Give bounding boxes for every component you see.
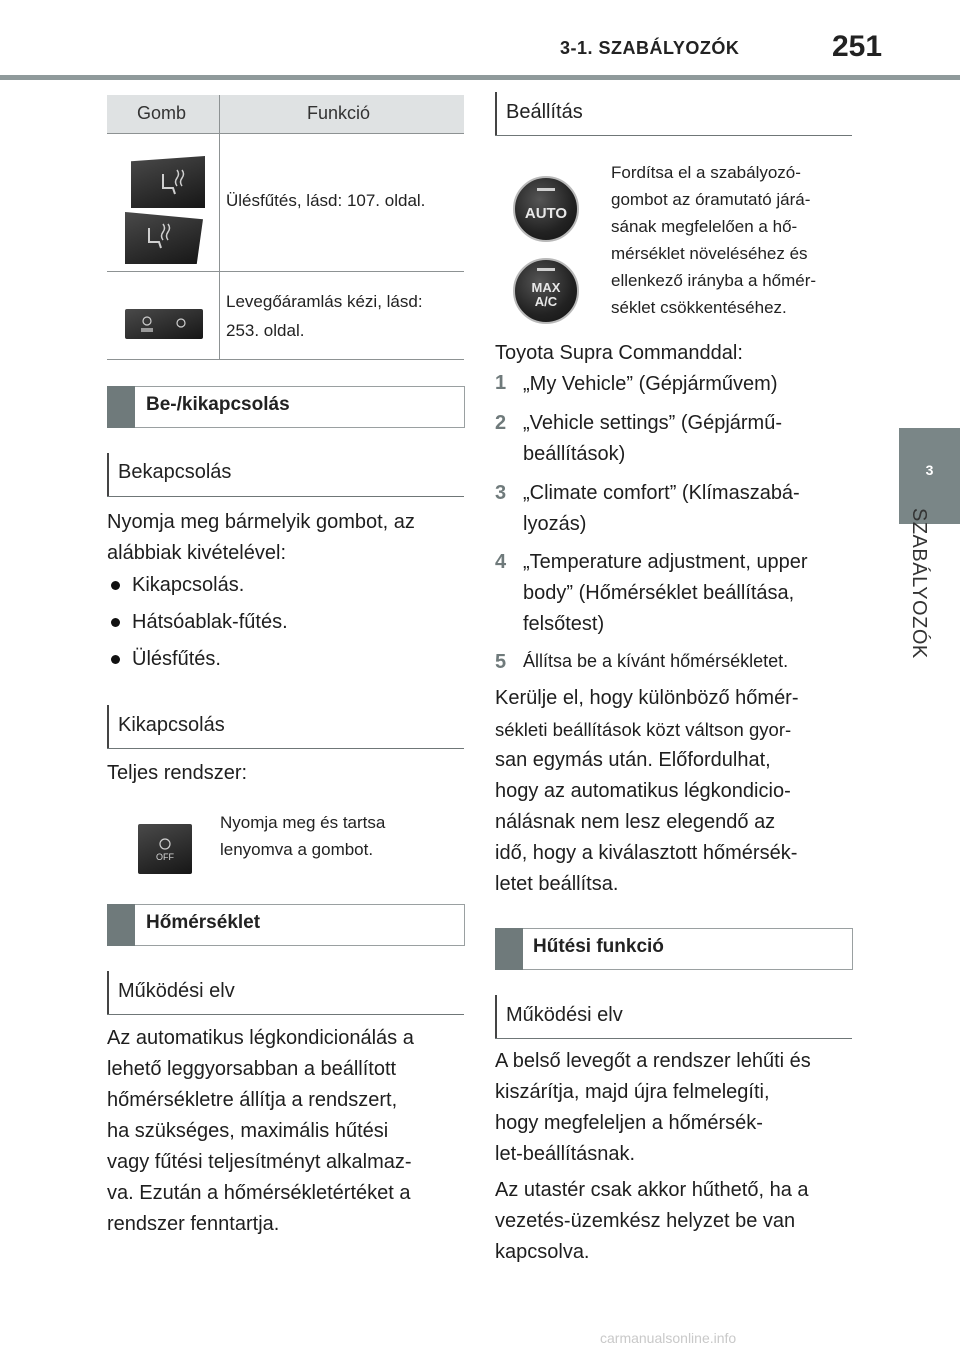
subsection-marker <box>107 705 109 749</box>
max-label: MAX <box>531 280 561 295</box>
table-cell-text: Levegőáramlás kézi, lásd: <box>226 292 423 311</box>
note-line: Nyomja meg és tartsa <box>220 813 386 832</box>
chapter-number: 3 <box>925 462 934 478</box>
subsection-rule <box>107 496 464 497</box>
list-item: Hátsóablak-fűtés. <box>132 611 288 633</box>
list-item: Kikapcsolás. <box>132 574 245 596</box>
paragraph-line: Kerülje el, hogy különböző hőmér- <box>495 687 799 709</box>
note-line: Fordítsa el a szabályozó- <box>611 163 801 182</box>
paragraph-line: alábbiak kivételével: <box>107 542 286 564</box>
airflow-button-image <box>125 309 203 339</box>
paragraph-line: let-beállításnak. <box>495 1143 636 1165</box>
note-line: mérséklet növeléséhez és <box>611 244 808 263</box>
subsection-marker <box>495 92 497 136</box>
list-item: Ülésfűtés. <box>132 648 221 670</box>
page-number: 251 <box>832 30 883 63</box>
note-line: séklet csökkentéséhez. <box>611 298 787 317</box>
table-row <box>125 156 205 264</box>
step-text: body” (Hőmérséklet beállítása, <box>523 582 795 604</box>
paragraph-line: idő, hogy a kiválasztott hőmérsék- <box>495 842 798 864</box>
watermark: carmanualsonline.info <box>600 1330 737 1346</box>
section-marker <box>107 386 135 428</box>
step-number: 4 <box>495 551 507 573</box>
section-marker <box>495 928 523 970</box>
paragraph-line: Nyomja meg bármelyik gombot, az <box>107 511 415 533</box>
off-label: OFF <box>156 852 174 862</box>
seat-heating-button-image <box>125 212 203 264</box>
note-line: gombot az óramutató járá- <box>611 190 811 209</box>
subsection-marker <box>107 971 109 1015</box>
note-line: sának megfelelően a hő- <box>611 217 798 236</box>
airflow-icon <box>125 309 203 339</box>
step-text: „Climate comfort” (Klímaszabá- <box>523 482 800 504</box>
paragraph-line: lehető leggyorsabban a beállított <box>107 1058 397 1080</box>
bullet-icon <box>111 655 120 664</box>
paragraph-line: va. Ezután a hőmérsékletértéket a <box>107 1182 411 1204</box>
table-rule <box>107 133 464 134</box>
table-col-button: Gomb <box>137 103 187 123</box>
paragraph-line: san egymás után. Előfordulhat, <box>495 749 771 771</box>
subsection-title: Működési elv <box>506 1004 623 1026</box>
paragraph-line: Teljes rendszer: <box>107 762 248 784</box>
paragraph-line: kiszárítja, majd újra felmelegíti, <box>495 1081 770 1103</box>
step-number: 2 <box>495 412 507 434</box>
paragraph-line: vezetés-üzemkész helyzet be van <box>495 1210 796 1232</box>
subsection-title: Beállítás <box>506 101 583 123</box>
paragraph-line: ha szükséges, maximális hűtési <box>107 1120 389 1142</box>
subsection-rule <box>495 135 852 136</box>
paragraph-line: rendszer fenntartja. <box>107 1213 280 1235</box>
section-title: Hűtési funkció <box>533 936 664 957</box>
header-rule <box>0 75 960 80</box>
paragraph-line: hogy megfeleljen a hőmérsék- <box>495 1112 763 1134</box>
table-rule <box>107 271 464 272</box>
paragraph-line: hőmérsékletre állítja a rendszert, <box>107 1089 398 1111</box>
paragraph-line: sékleti beállítások közt váltson gyor- <box>495 719 792 740</box>
step-text: felsőtest) <box>523 613 605 635</box>
note-line: ellenkező irányba a hőmér- <box>611 271 817 290</box>
subsection-rule <box>107 748 464 749</box>
subsection-title: Kikapcsolás <box>118 714 225 736</box>
table-col-function: Funkció <box>307 103 371 123</box>
paragraph-line: letet beállítsa. <box>495 873 619 895</box>
seat-heating-button-image <box>131 156 205 208</box>
ac-label: A/C <box>534 294 558 309</box>
paragraph-line: Az automatikus légkondicionálás a <box>107 1027 414 1049</box>
paragraph-line: Toyota Supra Commanddal: <box>495 342 743 364</box>
section-title: Be-/kikapcsolás <box>146 394 290 415</box>
step-text: beállítások) <box>523 443 626 465</box>
table-rule <box>107 359 464 360</box>
section-marker <box>107 904 135 946</box>
subsection-title: Bekapcsolás <box>118 461 232 483</box>
table-cell-text: 253. oldal. <box>226 321 305 340</box>
step-text: Állítsa be a kívánt hőmérsékletet. <box>523 651 789 671</box>
table-cell-text: Ülésfűtés, lásd: 107. oldal. <box>226 191 426 210</box>
paragraph-line: A belső levegőt a rendszer lehűti és <box>495 1050 811 1072</box>
off-button-image <box>138 824 192 874</box>
section-title: Hőmérséklet <box>146 912 261 933</box>
step-text: „Vehicle settings” (Gépjármű- <box>523 412 782 434</box>
bullet-icon <box>111 581 120 590</box>
minus-icon <box>537 268 555 271</box>
step-text: „Temperature adjustment, upper <box>523 551 808 573</box>
paragraph-line: Az utastér csak akkor hűthető, ha a <box>495 1179 809 1201</box>
minus-icon <box>537 188 555 191</box>
subsection-rule <box>107 1014 464 1015</box>
subsection-marker <box>107 453 109 497</box>
step-text: „My Vehicle” (Gépjárművem) <box>523 373 778 395</box>
running-header-section: 3-1. SZABÁLYOZÓK <box>560 38 740 58</box>
table-divider <box>219 95 220 360</box>
airflow-off-icon <box>138 824 192 874</box>
step-text: lyozás) <box>523 513 587 535</box>
step-number: 3 <box>495 482 507 504</box>
paragraph-line: kapcsolva. <box>495 1241 590 1263</box>
paragraph-line: hogy az automatikus légkondicio- <box>495 780 791 802</box>
seat-heating-icon <box>125 212 203 264</box>
subsection-marker <box>495 995 497 1039</box>
subsection-rule <box>495 1038 852 1039</box>
chapter-label: SZABÁLYOZÓK <box>908 508 930 659</box>
paragraph-line: vagy fűtési teljesítményt alkalmaz- <box>107 1151 412 1173</box>
step-number: 1 <box>495 372 507 394</box>
seat-heating-icon <box>131 156 205 208</box>
note-line: lenyomva a gombot. <box>220 840 374 859</box>
bullet-icon <box>111 618 120 627</box>
auto-label: AUTO <box>524 205 568 222</box>
paragraph-line: nálásnak nem lesz elegendő az <box>495 811 776 833</box>
step-number: 5 <box>495 651 507 673</box>
subsection-title: Működési elv <box>118 980 235 1002</box>
